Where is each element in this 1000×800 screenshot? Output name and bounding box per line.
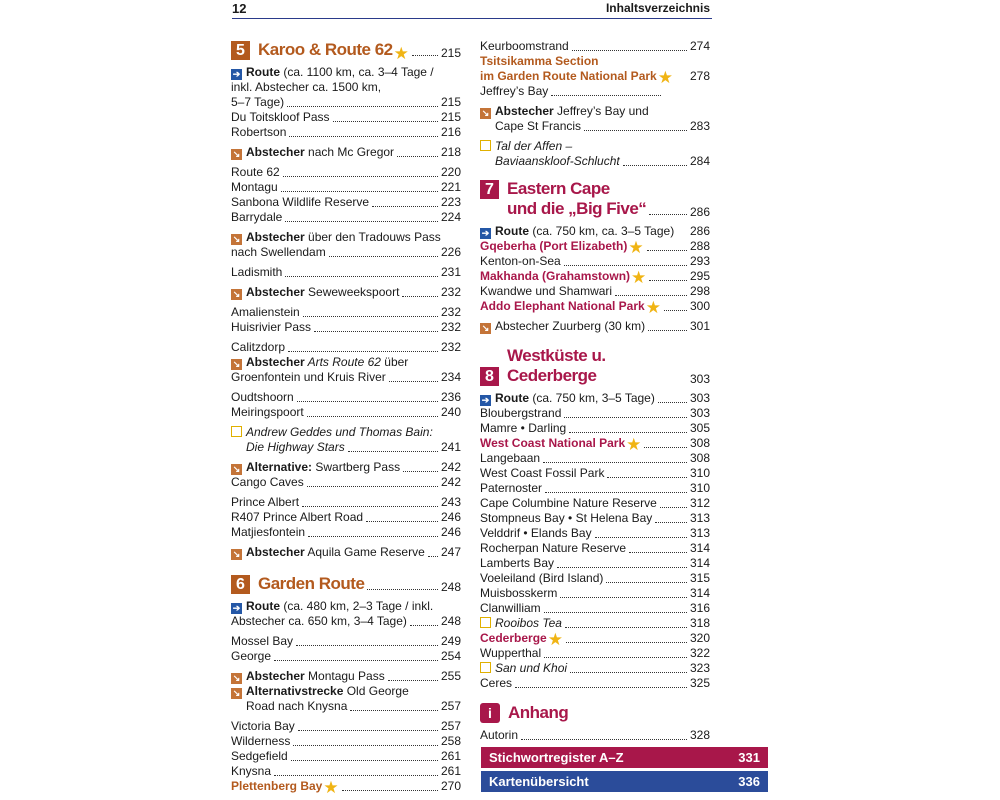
info-box-icon: [231, 426, 242, 437]
star-icon: ★: [323, 778, 339, 797]
toc-row[interactable]: Keurboomstrand 274: [480, 39, 710, 53]
section-title: Garden Route: [258, 574, 365, 593]
toc-row[interactable]: Wilderness 258: [231, 734, 461, 748]
toc-row[interactable]: West Coast National Park ★ 308: [480, 435, 710, 454]
abstecher-arrow-icon: ↘: [481, 108, 490, 118]
section-heading-6[interactable]: [231, 574, 461, 594]
section-heading-anhang[interactable]: [480, 703, 710, 723]
route-entry[interactable]: ➔ Route (ca. 480 km, 2–3 Tage / inkl.: [232, 599, 434, 613]
abstecher-arrow-icon: ↘: [232, 234, 241, 244]
toc-row[interactable]: Velddrif • Elands Bay 313: [480, 526, 710, 540]
toc-row[interactable]: Die Highway Stars 241: [246, 440, 461, 454]
toc-row[interactable]: im Garden Route National Park ★ 278: [480, 68, 710, 87]
section-title: Eastern Cape: [507, 179, 610, 198]
toc-row[interactable]: George 254: [231, 649, 461, 663]
abstecher-arrow-icon: ↘: [232, 464, 241, 474]
info-box-entry[interactable]: Andrew Geddes und Thomas Bain:: [231, 425, 461, 440]
toc-row[interactable]: Bloubergstrand 303: [480, 406, 710, 420]
route-entry[interactable]: ➔ Route (ca. 750 km, 3–5 Tage) 303: [481, 391, 710, 405]
star-icon: ★: [645, 298, 661, 317]
section-title: Anhang: [508, 703, 569, 722]
toc-row[interactable]: Prince Albert 243: [231, 495, 461, 509]
info-box-icon: [480, 662, 491, 673]
toc-row[interactable]: Victoria Bay 257: [231, 719, 461, 733]
abstecher-arrow-icon: ↘: [232, 688, 241, 698]
toc-row[interactable]: Gqeberha (Port Elizabeth) ★ 288: [480, 238, 710, 257]
toc-row[interactable]: Mamre • Darling 305: [480, 421, 710, 435]
toc-row[interactable]: Sanbona Wildlife Reserve 223: [231, 195, 461, 209]
info-box-entry[interactable]: Rooibos Tea 318: [480, 616, 710, 631]
abstecher-entry[interactable]: ↘ Abstecher Montagu Pass 255: [232, 669, 461, 683]
star-icon: ★: [547, 630, 563, 649]
toc-row[interactable]: nach Swellendam 226: [231, 245, 461, 259]
toc-row[interactable]: Robertson 216: [231, 125, 461, 139]
toc-row[interactable]: Matjiesfontein 246: [231, 525, 461, 539]
toc-row[interactable]: Huisrivier Pass 232: [231, 320, 461, 334]
page-ref: 248: [440, 580, 461, 594]
right-column: [480, 39, 760, 792]
abstecher-entry[interactable]: ↘ Abstecher Aquila Game Reserve 247: [232, 545, 461, 559]
toc-row[interactable]: Paternoster 310: [480, 481, 710, 495]
route-arrow-icon: ➔: [481, 228, 490, 238]
toc-row[interactable]: Amalienstein 232: [231, 305, 461, 319]
toc-row[interactable]: Stompneus Bay • St Helena Bay 313: [480, 511, 710, 525]
star-icon: ★: [631, 268, 647, 287]
toc-row[interactable]: Barrydale 224: [231, 210, 461, 224]
section-heading-5[interactable]: [231, 40, 461, 63]
header-title: Inhaltsverzeichnis: [605, 1, 710, 15]
toc-row[interactable]: Wupperthal 322: [480, 646, 710, 660]
alternative-entry[interactable]: ↘ Alternative: Swartberg Pass 242: [232, 460, 461, 474]
abstecher-entry[interactable]: ↘ Abstecher Arts Route 62 über: [232, 355, 409, 369]
section-title: Westküste u. Cederberge: [507, 346, 606, 385]
section-number: 5: [231, 41, 250, 60]
star-icon: ★: [626, 435, 642, 454]
abstecher-entry[interactable]: ↘ Abstecher Seweweekspoort 232: [232, 285, 461, 299]
toc-row[interactable]: Tsitsikamma Section: [480, 54, 599, 68]
toc-row[interactable]: Sedgefield 261: [231, 749, 461, 763]
toc-row[interactable]: Cape Columbine Nature Reserve 312: [480, 496, 710, 510]
toc-row[interactable]: R407 Prince Albert Road 246: [231, 510, 461, 524]
toc-row[interactable]: Ceres 325: [480, 676, 710, 690]
toc-row[interactable]: Knysna 261: [231, 764, 461, 778]
abstecher-arrow-icon: ↘: [232, 359, 241, 369]
star-icon: ★: [393, 44, 409, 63]
section-title-line2: und die „Big Five“: [507, 199, 647, 218]
page-ref: 303: [690, 372, 711, 386]
toc-row[interactable]: Rocherpan Nature Reserve 314: [480, 541, 710, 555]
toc-row[interactable]: Calitzdorp 232: [231, 340, 461, 354]
info-box-entry[interactable]: Tal der Affen –: [480, 139, 710, 154]
abstecher-entry[interactable]: ↘ Abstecher über den Tradouws Pass: [232, 230, 441, 244]
index-bar[interactable]: Stichwortregister A–Z 331: [481, 747, 768, 768]
toc-row[interactable]: Muisbosskerm 314: [480, 586, 710, 600]
map-overview-bar[interactable]: Kartenübersicht 336: [481, 771, 768, 792]
section-heading-8[interactable]: [480, 346, 710, 386]
abstecher-arrow-icon: ↘: [481, 323, 490, 333]
toc-row[interactable]: Voeleiland (Bird Island) 315: [480, 571, 710, 585]
abstecher-arrow-icon: ↘: [232, 149, 241, 159]
toc-row[interactable]: Ladismith 231: [231, 265, 461, 279]
abstecher-entry[interactable]: ↘ Abstecher nach Mc Gregor 218: [232, 145, 461, 159]
section-number: 7: [480, 180, 499, 199]
toc-row[interactable]: Montagu 221: [231, 180, 461, 194]
left-column: 5 Karoo & Route 62 ★ 215 ➔ Route (ca. 1100 km, ca. 3–4 Tage / inkl. Abstecher ca. 1500 km, 5–7 Tage) 215 Du Toitskloof Pass 215 Robertson 216 ↘ Abstecher nach Mc Gregor 218 Route 62 220 Montagu 221 Sanbona Wildlife Reserve 223 Barrydale 224 ↘ Abstecher über den Tradouws Pass nach Swellendam 226 Ladismith 231 ↘ Abstecher Seweweekspoort 232 Amalienstein 232 Huisrivier Pass 232 Calitzdorp 232 ↘ Abstecher Arts Route 62 über Groenfontein und Kruis River 234 Oudtshoorn 236 Meiringspoort 240 Andrew Geddes und Thomas Bain: Die Highway Stars 241 ↘ Alternative: Swartberg Pass 242 Cango Caves 242 Prince Albert 243 R407 Prince Albert Road 246 Matjiesfontein 246 ↘ Abstecher Aquila Game Reserve 247 6 Garden Route 248 ➔ Route (ca. 480 km, 2–3 Tage / inkl. Abstecher ca. 650 km, 3–4 Tage) 248 Mossel Bay 249 George 254 ↘ Abstecher Montagu Pass 255 ↘ Alternativstrecke Old George Road nach Knysna 257 Victoria Bay 257 Wilderness 258 Sedgefield 261 Knysna 261 Plettenberg Bay ★ 270: [231, 40, 461, 797]
info-box-entry[interactable]: San und Khoi 323: [480, 661, 710, 676]
toc-row[interactable]: West Coast Fossil Park 310: [480, 466, 710, 480]
toc-row[interactable]: Du Toitskloof Pass 215: [231, 110, 461, 124]
toc-row[interactable]: Abstecher ca. 650 km, 3–4 Tage) 248: [231, 614, 461, 628]
toc-row[interactable]: Plettenberg Bay ★ 270: [231, 778, 461, 797]
toc-row[interactable]: Cape St Francis 283: [495, 119, 710, 133]
abstecher-entry[interactable]: ↘ Abstecher Jeffrey’s Bay und: [481, 104, 649, 118]
section-heading-7[interactable]: [480, 179, 710, 219]
abstecher-arrow-icon: ↘: [232, 549, 241, 559]
toc-row[interactable]: Cederberge ★ 320: [480, 630, 710, 649]
toc-row[interactable]: Baviaanskloof-Schlucht 284: [495, 154, 710, 168]
toc-row[interactable]: Oudtshoorn 236: [231, 390, 461, 404]
route-entry[interactable]: ➔ Route (ca. 1100 km, ca. 3–4 Tage /: [232, 65, 434, 79]
toc-row[interactable]: Langebaan 308: [480, 451, 710, 465]
toc-row[interactable]: Meiringspoort 240: [231, 405, 461, 419]
page-header: [232, 0, 712, 19]
toc-row[interactable]: Kwandwe und Shamwari 298: [480, 284, 710, 298]
toc-row[interactable]: Addo Elephant National Park ★ 300: [480, 298, 710, 317]
toc-row[interactable]: Clanwilliam 316: [480, 601, 710, 615]
star-icon: ★: [628, 238, 644, 257]
section-number: 6: [231, 575, 250, 594]
info-box-icon: [480, 140, 491, 151]
page-ref: 215: [440, 46, 461, 60]
info-box-icon: [480, 617, 491, 628]
info-icon: i: [480, 703, 500, 723]
route-arrow-icon: ➔: [232, 69, 241, 79]
toc-row[interactable]: Makhanda (Grahamstown) ★ 295: [480, 268, 710, 287]
toc-row[interactable]: Kenton-on-Sea 293: [480, 254, 710, 268]
route-arrow-icon: ➔: [481, 395, 490, 405]
star-icon: ★: [657, 68, 673, 87]
toc-row[interactable]: 5–7 Tage) 215: [231, 95, 461, 109]
toc-row[interactable]: Groenfontein und Kruis River 234: [231, 370, 461, 384]
abstecher-entry[interactable]: ↘ Abstecher Zuurberg (30 km) 301: [481, 319, 710, 333]
toc-row[interactable]: Road nach Knysna 257: [246, 699, 461, 713]
abstecher-arrow-icon: ↘: [232, 673, 241, 683]
page-number: 12: [232, 1, 247, 16]
toc-row[interactable]: Cango Caves 242: [231, 475, 461, 489]
route-entry[interactable]: ➔ Route (ca. 750 km, ca. 3–5 Tage) 286: [481, 224, 710, 238]
route-arrow-icon: ➔: [232, 603, 241, 613]
section-number: 8: [480, 367, 499, 386]
toc-row[interactable]: Jeffrey’s Bay: [480, 84, 710, 99]
abstecher-arrow-icon: ↘: [232, 289, 241, 299]
toc-row[interactable]: Route 62 220: [231, 165, 461, 179]
toc-row[interactable]: Lamberts Bay 314: [480, 556, 710, 570]
toc-row[interactable]: Mossel Bay 249: [231, 634, 461, 648]
page-ref: 286: [689, 205, 710, 219]
toc-row[interactable]: Autorin 328: [480, 728, 710, 742]
alternative-entry[interactable]: ↘ Alternativstrecke Old George: [232, 684, 409, 698]
section-title: Karoo & Route 62: [258, 40, 393, 59]
